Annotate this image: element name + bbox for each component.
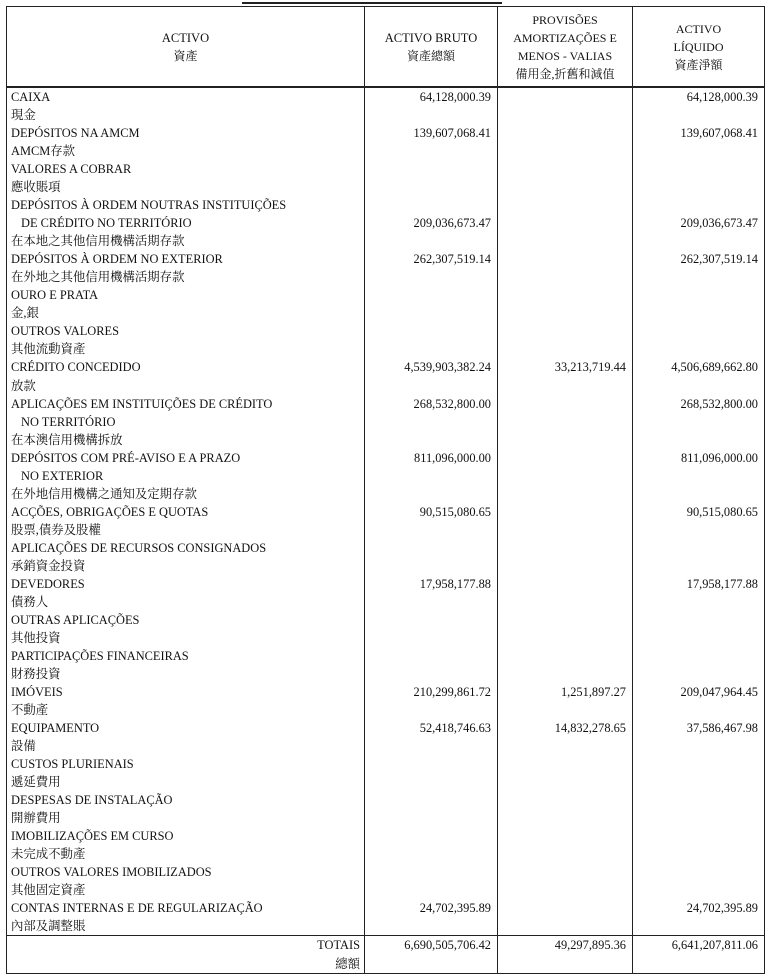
row-activo-bruto	[365, 142, 498, 160]
table-row	[7, 827, 765, 845]
row-activo-bruto: 210,299,861.72	[365, 683, 498, 701]
row-provisoes	[498, 557, 633, 575]
row-provisoes	[498, 773, 633, 791]
table-row	[7, 683, 765, 701]
row-activo-liquido	[633, 863, 765, 881]
row-activo-bruto: 52,418,746.63	[365, 719, 498, 737]
row-activo-bruto	[365, 232, 498, 250]
table-row	[7, 214, 765, 232]
row-activo-liquido	[633, 268, 765, 286]
row-activo-liquido	[633, 340, 765, 358]
row-activo-liquido	[633, 809, 765, 827]
row-activo-bruto	[365, 377, 498, 395]
table-row	[7, 87, 765, 106]
row-activo-liquido	[633, 377, 765, 395]
row-activo-bruto	[365, 845, 498, 863]
row-activo-bruto: 209,036,673.47	[365, 214, 498, 232]
row-activo-liquido	[633, 557, 765, 575]
table-row	[7, 413, 765, 431]
row-provisoes	[498, 413, 633, 431]
row-label: OUTROS VALORES IMOBILIZADOS	[7, 863, 365, 881]
table-row	[7, 340, 765, 358]
row-label: DEPÓSITOS COM PRÉ-AVISO E A PRAZO	[7, 449, 365, 467]
row-provisoes	[498, 196, 633, 214]
row-label: NO EXTERIOR	[7, 467, 365, 485]
row-activo-liquido	[633, 629, 765, 647]
row-label: DE CRÉDITO NO TERRITÓRIO	[7, 214, 365, 232]
row-label: PARTICIPAÇÕES FINANCEIRAS	[7, 647, 365, 665]
table-row	[7, 142, 765, 160]
table-row	[7, 322, 765, 340]
table-row	[7, 503, 765, 521]
table-row	[7, 575, 765, 593]
row-activo-bruto	[365, 557, 498, 575]
row-activo-liquido	[633, 304, 765, 322]
table-row	[7, 755, 765, 773]
totals-zh-blank-3	[633, 955, 765, 974]
header-liq-zh: 資產淨額	[674, 57, 723, 72]
row-provisoes	[498, 503, 633, 521]
header-prov-line2: AMORTIZAÇÕES E	[513, 30, 617, 45]
row-label: ACÇÕES, OBRIGAÇÕES E QUOTAS	[7, 503, 365, 521]
table-row	[7, 593, 765, 611]
table-row	[7, 431, 765, 449]
row-provisoes	[498, 881, 633, 899]
row-activo-liquido	[633, 485, 765, 503]
header-bruto	[365, 7, 498, 88]
table-row	[7, 773, 765, 791]
table-row	[7, 160, 765, 178]
header-activo-zh: 資產	[173, 48, 198, 63]
row-activo-bruto	[365, 521, 498, 539]
row-activo-bruto	[365, 485, 498, 503]
row-activo-liquido: 209,047,964.45	[633, 683, 765, 701]
row-provisoes	[498, 250, 633, 268]
row-label: APLICAÇÕES EM INSTITUIÇÕES DE CRÉDITO	[7, 395, 365, 413]
row-provisoes: 14,832,278.65	[498, 719, 633, 737]
row-label: DEPÓSITOS À ORDEM NO EXTERIOR	[7, 250, 365, 268]
row-provisoes	[498, 106, 633, 124]
row-activo-liquido	[633, 322, 765, 340]
row-activo-liquido	[633, 755, 765, 773]
table-row	[7, 881, 765, 899]
row-provisoes	[498, 340, 633, 358]
row-label: 財務投資	[7, 665, 365, 683]
row-label: 其他流動資產	[7, 340, 365, 358]
row-label: 設備	[7, 737, 365, 755]
row-activo-liquido	[633, 917, 765, 936]
row-activo-bruto	[365, 791, 498, 809]
row-activo-bruto	[365, 431, 498, 449]
row-activo-bruto	[365, 611, 498, 629]
totals-provisoes: 49,297,895.36	[498, 936, 633, 955]
totals-label	[7, 936, 365, 955]
row-provisoes	[498, 755, 633, 773]
table-row	[7, 196, 765, 214]
row-activo-liquido	[633, 106, 765, 124]
row-activo-liquido: 262,307,519.14	[633, 250, 765, 268]
row-label: 承銷資金投資	[7, 557, 365, 575]
header-prov-zh: 備用金,折舊和減值	[515, 66, 615, 81]
row-activo-bruto	[365, 881, 498, 899]
row-activo-bruto	[365, 178, 498, 196]
row-activo-bruto	[365, 863, 498, 881]
totals-row-zh	[7, 955, 765, 974]
row-provisoes	[498, 87, 633, 106]
row-activo-liquido	[633, 286, 765, 304]
row-label: EQUIPAMENTO	[7, 719, 365, 737]
row-activo-bruto	[365, 593, 498, 611]
row-label: CRÉDITO CONCEDIDO	[7, 358, 365, 376]
table-row	[7, 106, 765, 124]
row-label: CONTAS INTERNAS E DE REGULARIZAÇÃO	[7, 899, 365, 917]
row-provisoes	[498, 449, 633, 467]
row-provisoes	[498, 395, 633, 413]
row-label: 內部及調整賬	[7, 917, 365, 936]
row-provisoes	[498, 647, 633, 665]
row-provisoes: 1,251,897.27	[498, 683, 633, 701]
row-provisoes	[498, 575, 633, 593]
table-row	[7, 178, 765, 196]
row-activo-liquido: 90,515,080.65	[633, 503, 765, 521]
row-activo-liquido	[633, 232, 765, 250]
balance-sheet	[6, 0, 764, 976]
row-label: VALORES A COBRAR	[7, 160, 365, 178]
row-label: APLICAÇÕES DE RECURSOS CONSIGNADOS	[7, 539, 365, 557]
table-row	[7, 791, 765, 809]
row-activo-liquido	[633, 881, 765, 899]
row-activo-liquido	[633, 539, 765, 557]
row-activo-bruto: 262,307,519.14	[365, 250, 498, 268]
row-label: 不動產	[7, 701, 365, 719]
row-activo-bruto	[365, 304, 498, 322]
row-activo-liquido: 64,128,000.39	[633, 87, 765, 106]
row-provisoes	[498, 917, 633, 936]
table-row	[7, 611, 765, 629]
row-activo-bruto	[365, 413, 498, 431]
row-activo-liquido	[633, 142, 765, 160]
header-provisoes	[498, 7, 633, 88]
table-row	[7, 701, 765, 719]
row-provisoes	[498, 232, 633, 250]
row-provisoes	[498, 629, 633, 647]
row-label: CAIXA	[7, 87, 365, 106]
row-label: 債務人	[7, 593, 365, 611]
row-activo-bruto	[365, 701, 498, 719]
table-row	[7, 845, 765, 863]
table-row	[7, 286, 765, 304]
row-label: 其他固定資產	[7, 881, 365, 899]
row-activo-bruto: 811,096,000.00	[365, 449, 498, 467]
row-provisoes: 33,213,719.44	[498, 358, 633, 376]
row-provisoes	[498, 791, 633, 809]
row-provisoes	[498, 377, 633, 395]
row-activo-liquido	[633, 665, 765, 683]
row-activo-bruto	[365, 737, 498, 755]
row-provisoes	[498, 268, 633, 286]
row-provisoes	[498, 593, 633, 611]
row-label: 未完成不動產	[7, 845, 365, 863]
table-row	[7, 485, 765, 503]
row-activo-liquido	[633, 593, 765, 611]
row-activo-bruto	[365, 196, 498, 214]
table-row	[7, 863, 765, 881]
row-activo-liquido: 17,958,177.88	[633, 575, 765, 593]
row-activo-liquido: 209,036,673.47	[633, 214, 765, 232]
table-row	[7, 358, 765, 376]
row-provisoes	[498, 160, 633, 178]
row-provisoes	[498, 827, 633, 845]
row-activo-bruto	[365, 322, 498, 340]
row-activo-bruto: 139,607,068.41	[365, 124, 498, 142]
row-activo-bruto	[365, 827, 498, 845]
row-provisoes	[498, 214, 633, 232]
row-provisoes	[498, 845, 633, 863]
row-activo-liquido: 24,702,395.89	[633, 899, 765, 917]
table-row	[7, 557, 765, 575]
row-activo-bruto	[365, 539, 498, 557]
row-provisoes	[498, 701, 633, 719]
row-activo-liquido: 139,607,068.41	[633, 124, 765, 142]
row-label: 遞延費用	[7, 773, 365, 791]
table-row	[7, 395, 765, 413]
header-liquido	[633, 7, 765, 88]
row-activo-liquido	[633, 160, 765, 178]
row-activo-bruto	[365, 340, 498, 358]
table-row	[7, 539, 765, 557]
row-activo-bruto	[365, 665, 498, 683]
row-label: DEVEDORES	[7, 575, 365, 593]
row-label: 放款	[7, 377, 365, 395]
row-label: 在本地之其他信用機構活期存款	[7, 232, 365, 250]
row-label: 股票,債券及股權	[7, 521, 365, 539]
table-body	[7, 87, 765, 936]
row-activo-liquido	[633, 521, 765, 539]
row-label: 在外地信用機構之通知及定期存款	[7, 485, 365, 503]
row-activo-bruto	[365, 809, 498, 827]
row-activo-bruto: 24,702,395.89	[365, 899, 498, 917]
row-label: DESPESAS DE INSTALAÇÃO	[7, 791, 365, 809]
table-row	[7, 521, 765, 539]
totals-liquido: 6,641,207,811.06	[633, 936, 765, 955]
asset-table	[6, 6, 765, 974]
table-row	[7, 377, 765, 395]
header-prov-line1: PROVISÕES	[532, 12, 598, 27]
table-row	[7, 719, 765, 737]
row-activo-bruto	[365, 160, 498, 178]
totals-label-pt: TOTAIS	[317, 938, 360, 953]
row-label: DEPÓSITOS À ORDEM NOUTRAS INSTITUIÇÕES	[7, 196, 365, 214]
row-label: IMOBILIZAÇÕES EM CURSO	[7, 827, 365, 845]
row-provisoes	[498, 178, 633, 196]
row-label: IMÓVEIS	[7, 683, 365, 701]
row-activo-bruto	[365, 467, 498, 485]
row-label: OUTRAS APLICAÇÕES	[7, 611, 365, 629]
row-provisoes	[498, 539, 633, 557]
header-prov-line3: MENOS - VALIAS	[517, 48, 613, 63]
row-provisoes	[498, 809, 633, 827]
row-label: CUSTOS PLURIENAIS	[7, 755, 365, 773]
row-activo-liquido	[633, 701, 765, 719]
row-label: 在外地之其他信用機構活期存款	[7, 268, 365, 286]
row-activo-liquido	[633, 737, 765, 755]
row-provisoes	[498, 737, 633, 755]
row-activo-bruto	[365, 755, 498, 773]
row-activo-liquido: 37,586,467.98	[633, 719, 765, 737]
table-row	[7, 917, 765, 936]
table-row	[7, 467, 765, 485]
row-activo-liquido	[633, 413, 765, 431]
row-provisoes	[498, 485, 633, 503]
row-provisoes	[498, 124, 633, 142]
table-row	[7, 899, 765, 917]
row-label: AMCM存款	[7, 142, 365, 160]
table-row	[7, 304, 765, 322]
row-activo-liquido	[633, 827, 765, 845]
header-activo	[7, 7, 365, 88]
row-activo-liquido	[633, 647, 765, 665]
row-activo-liquido	[633, 791, 765, 809]
row-activo-bruto	[365, 268, 498, 286]
row-provisoes	[498, 286, 633, 304]
row-activo-bruto	[365, 106, 498, 124]
row-activo-liquido	[633, 196, 765, 214]
row-provisoes	[498, 665, 633, 683]
row-activo-liquido: 811,096,000.00	[633, 449, 765, 467]
header-activo-pt: ACTIVO	[161, 30, 210, 45]
table-row	[7, 268, 765, 286]
row-activo-bruto: 17,958,177.88	[365, 575, 498, 593]
row-label: 其他投資	[7, 629, 365, 647]
row-provisoes	[498, 467, 633, 485]
row-activo-bruto	[365, 629, 498, 647]
row-activo-bruto: 90,515,080.65	[365, 503, 498, 521]
header-liq-line1: ACTIVO	[675, 21, 722, 36]
table-row	[7, 737, 765, 755]
table-row	[7, 232, 765, 250]
row-provisoes	[498, 899, 633, 917]
totals-row	[7, 936, 765, 955]
row-provisoes	[498, 142, 633, 160]
table-row	[7, 449, 765, 467]
table-row	[7, 629, 765, 647]
row-activo-bruto: 4,539,903,382.24	[365, 358, 498, 376]
row-provisoes	[498, 863, 633, 881]
totals-zh-blank-2	[498, 955, 633, 974]
row-label: 開辦費用	[7, 809, 365, 827]
row-activo-bruto	[365, 286, 498, 304]
row-activo-liquido: 4,506,689,662.80	[633, 358, 765, 376]
row-activo-bruto	[365, 647, 498, 665]
row-provisoes	[498, 431, 633, 449]
row-provisoes	[498, 304, 633, 322]
totals-label-zh: 總額	[335, 956, 360, 971]
row-label: 現金	[7, 106, 365, 124]
row-activo-liquido	[633, 178, 765, 196]
table-row	[7, 124, 765, 142]
header-liq-line2: LÍQUIDO	[673, 39, 724, 54]
table-row	[7, 647, 765, 665]
row-activo-liquido	[633, 431, 765, 449]
row-label: 在本澳信用機構拆放	[7, 431, 365, 449]
table-row	[7, 809, 765, 827]
header-bruto-zh: 資產總額	[406, 48, 455, 63]
row-label: DEPÓSITOS NA AMCM	[7, 124, 365, 142]
table-row	[7, 665, 765, 683]
cropped-heading-rule	[242, 0, 502, 4]
table-row	[7, 250, 765, 268]
row-activo-liquido	[633, 845, 765, 863]
header-bruto-pt: ACTIVO BRUTO	[384, 30, 478, 45]
header-row	[7, 7, 765, 88]
totals-bruto: 6,690,505,706.42	[365, 936, 498, 955]
row-provisoes	[498, 611, 633, 629]
row-label: NO TERRITÓRIO	[7, 413, 365, 431]
row-activo-liquido	[633, 611, 765, 629]
row-activo-liquido	[633, 773, 765, 791]
totals-zh-blank-1	[365, 955, 498, 974]
row-activo-bruto	[365, 773, 498, 791]
row-label: 應收賬項	[7, 178, 365, 196]
row-activo-bruto: 268,532,800.00	[365, 395, 498, 413]
row-provisoes	[498, 322, 633, 340]
row-activo-bruto	[365, 917, 498, 936]
row-activo-liquido	[633, 467, 765, 485]
totals-label-zh-cell	[7, 955, 365, 974]
row-label: OUTROS VALORES	[7, 322, 365, 340]
row-label: 金,銀	[7, 304, 365, 322]
row-activo-bruto: 64,128,000.39	[365, 87, 498, 106]
row-label: OURO E PRATA	[7, 286, 365, 304]
row-activo-liquido: 268,532,800.00	[633, 395, 765, 413]
row-provisoes	[498, 521, 633, 539]
